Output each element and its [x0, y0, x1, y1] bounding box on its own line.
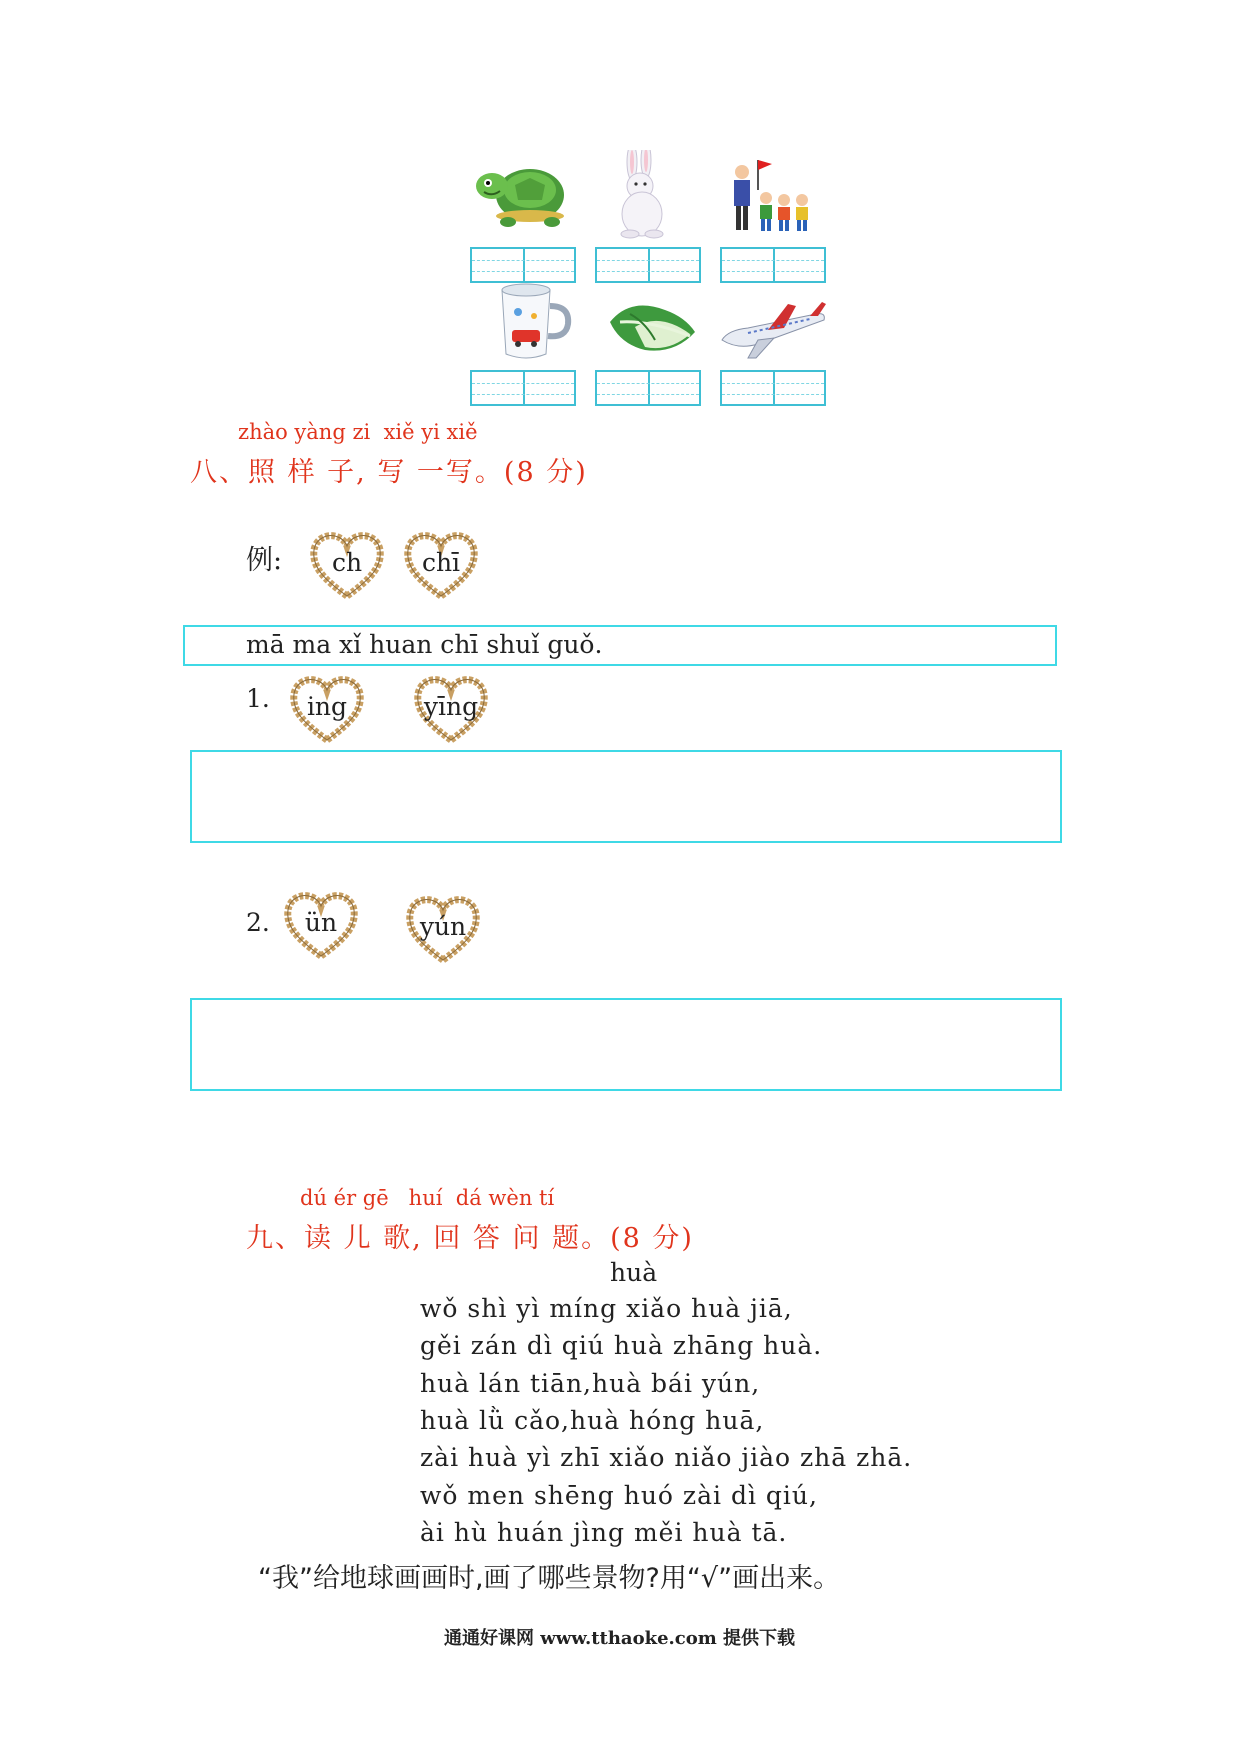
heart-frame: [288, 674, 366, 746]
poem-line: gěi zán dì qiú huà zhāng huà.: [420, 1331, 823, 1360]
q2-answer-box[interactable]: [190, 998, 1062, 1091]
cup-icon: [490, 272, 590, 362]
q1-answer-box[interactable]: [190, 750, 1062, 843]
section9-pinyin: dú ér gē huí dá wèn tí: [300, 1186, 555, 1210]
rabbit-icon: [590, 150, 690, 240]
poem-line: huà lǜ cǎo,huà hóng huā,: [420, 1406, 765, 1435]
heart-frame: [404, 894, 482, 966]
poem-line: ài hù huán jìng měi huà tā.: [420, 1518, 788, 1547]
heart-text: ün: [304, 908, 338, 937]
heart-text: chī: [421, 548, 461, 577]
heart-text: ch: [331, 548, 363, 577]
writing-grid[interactable]: [595, 247, 701, 283]
writing-grid[interactable]: [720, 370, 826, 406]
footer-credit: 通通好课网 www.tthaoke.com 提供下载: [444, 1628, 796, 1649]
poem-line: huà lán tiān,huà bái yún,: [420, 1369, 761, 1398]
cabbage-icon: [605, 292, 705, 382]
poem-line: zài huà yì zhī xiǎo niǎo jiào zhā zhā.: [420, 1443, 913, 1472]
q1-label: 1.: [246, 684, 270, 713]
teacher-students-icon: [718, 150, 818, 240]
section9-title: 九、读 儿 歌, 回 答 问 题。(8 分): [246, 1223, 694, 1254]
section8-title: 八、照 样 子, 写 一写。(8 分): [190, 457, 588, 488]
heart-frame: [402, 530, 480, 602]
heart-text: yún: [419, 912, 467, 941]
example-sentence: mā ma xǐ huan chī shuǐ guǒ.: [246, 630, 603, 659]
heart-frame: [282, 890, 360, 962]
q2-label: 2.: [246, 908, 270, 937]
writing-grid[interactable]: [595, 370, 701, 406]
poem-line: wǒ men shēng huó zài dì qiú,: [420, 1481, 818, 1510]
heart-text: yīng: [423, 692, 479, 721]
writing-grid[interactable]: [470, 370, 576, 406]
heart-text: ing: [306, 692, 348, 721]
example-label: 例:: [246, 545, 283, 576]
poem-title: huà: [610, 1258, 658, 1287]
section8-pinyin: zhào yàng zi xiě yi xiě: [238, 420, 478, 444]
turtle-icon: [470, 150, 570, 240]
writing-grid[interactable]: [720, 247, 826, 283]
poem-line: wǒ shì yì míng xiǎo huà jiā,: [420, 1294, 793, 1323]
heart-frame: [308, 530, 386, 602]
section9-question: “我”给地球画画时,画了哪些景物?用“√”画出来。: [258, 1563, 841, 1594]
heart-frame: [412, 674, 490, 746]
